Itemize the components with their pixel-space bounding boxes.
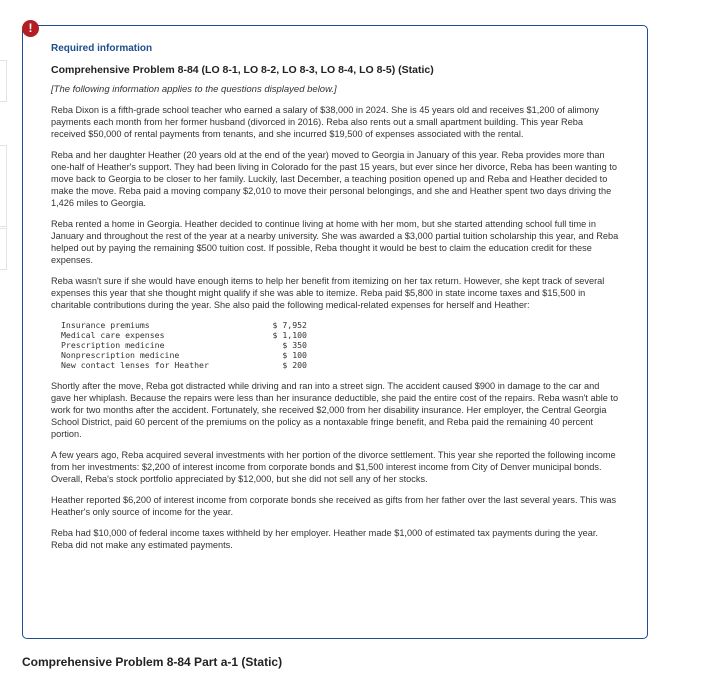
expense-amount: $ 350	[282, 340, 307, 350]
expense-amount: $ 100	[282, 350, 307, 360]
medical-expenses-table	[61, 320, 307, 370]
side-tab	[0, 228, 7, 270]
paragraph: Reba and her daughter Heather (20 years old at the end of the year) moved to Georgia in January of this year. Reba provides more than one-half of Heather's support. They had been living in Colorado for the past 15 years, but ever since her divorce, Reba has been wanting to move back to Georgia to be closer to her family. Luckily, last December, a teaching position opened up and Reba and Heather decided to make the move. Reba paid a moving company $2,010 to move their personal belongings, and she and Heather spent two days driving the 1,426 miles to Georgia.	[51, 150, 617, 208]
side-tab	[0, 145, 7, 227]
paragraph: Reba had $10,000 of federal income taxes withheld by her employer. Heather made $1,000 of estimated tax payments during the year. Reba did not make any estimated payments.	[51, 528, 598, 550]
part-title: Comprehensive Problem 8-84 Part a-1 (Static)	[22, 655, 283, 669]
paragraph: Heather reported $6,200 of interest income from corporate bonds she received as gifts from her father over the last several years. This was Heather's only source of income for the year.	[51, 495, 617, 517]
paragraph: Shortly after the move, Reba got distracted while driving and ran into a street sign. The accident caused $900 in damage to the car and gave her whiplash. Because the repairs were less than her insurance deductible, she paid the entire cost of the repairs. Reba wasn't able to work for two months after the accident. Fortunately, she received $2,000 from her disability insurance. Her employer, the Central Georgia School District, paid 60 percent of the premiums on the policy as a nontaxable fringe benefit, and Reba paid the remaining 40 percent portion.	[51, 381, 619, 439]
instruction-note: [The following information applies to the questions displayed below.]	[51, 84, 337, 95]
alert-icon: !	[22, 20, 39, 37]
paragraph: A few years ago, Reba acquired several investments with her portion of the divorce settlement. This year she reported the following income from her investments: $2,200 of interest income from corporate bonds and $1,500 interest income from City of Denver municipal bonds. Overall, Reba's stock portfolio appreciated by $12,000, but she did not sell any of her stocks.	[51, 450, 616, 484]
expense-label: Nonprescription medicine	[61, 350, 180, 360]
paragraph: Reba wasn't sure if she would have enough items to help her benefit from itemizing on her tax return. However, she kept track of several expenses this year that she thought might qualify if she was able to itemize. Reba paid $5,800 in state income taxes and $15,500 in charitable contributions during the year. She also paid the following medical-related expenses for herself and Heather:	[51, 276, 605, 310]
expense-amount: $ 7,952	[272, 320, 307, 330]
expense-label: Insurance premiums	[61, 320, 150, 330]
expense-amount: $ 1,100	[272, 330, 307, 340]
expense-label: Medical care expenses	[61, 330, 165, 340]
required-information-panel	[22, 25, 648, 639]
table-row	[61, 330, 307, 340]
table-row	[61, 360, 307, 370]
table-row	[61, 350, 307, 360]
expense-amount: $ 200	[282, 360, 307, 370]
paragraph: Reba Dixon is a fifth-grade school teacher who earned a salary of $38,000 in 2024. She is 45 years old and receives $1,200 of alimony payments each month from her former husband (divorced in 2016). Reba also rents out a small apartment building. This year Reba received $50,000 of rental payments from tenants, and she incurred $19,500 of expenses associated with the rental.	[51, 105, 600, 139]
table-row	[61, 340, 307, 350]
required-info-heading: Required information	[51, 43, 153, 54]
paragraph: Reba rented a home in Georgia. Heather decided to continue living at home with her mom, but she started attending school full time in January and throughout the rest of the year at a nearby university. She was awarded a $3,000 partial tuition scholarship this year, and Reba helped out by paying the remaining $500 tuition cost. If possible, Reba thought it would be best to claim the education credit for these expenses.	[51, 219, 619, 265]
expense-label: Prescription medicine	[61, 340, 165, 350]
expense-label: New contact lenses for Heather	[61, 360, 209, 370]
problem-title: Comprehensive Problem 8-84 (LO 8-1, LO 8-2, LO 8-3, LO 8-4, LO 8-5) (Static)	[51, 64, 434, 76]
side-tab	[0, 60, 7, 102]
table-row	[61, 320, 307, 330]
